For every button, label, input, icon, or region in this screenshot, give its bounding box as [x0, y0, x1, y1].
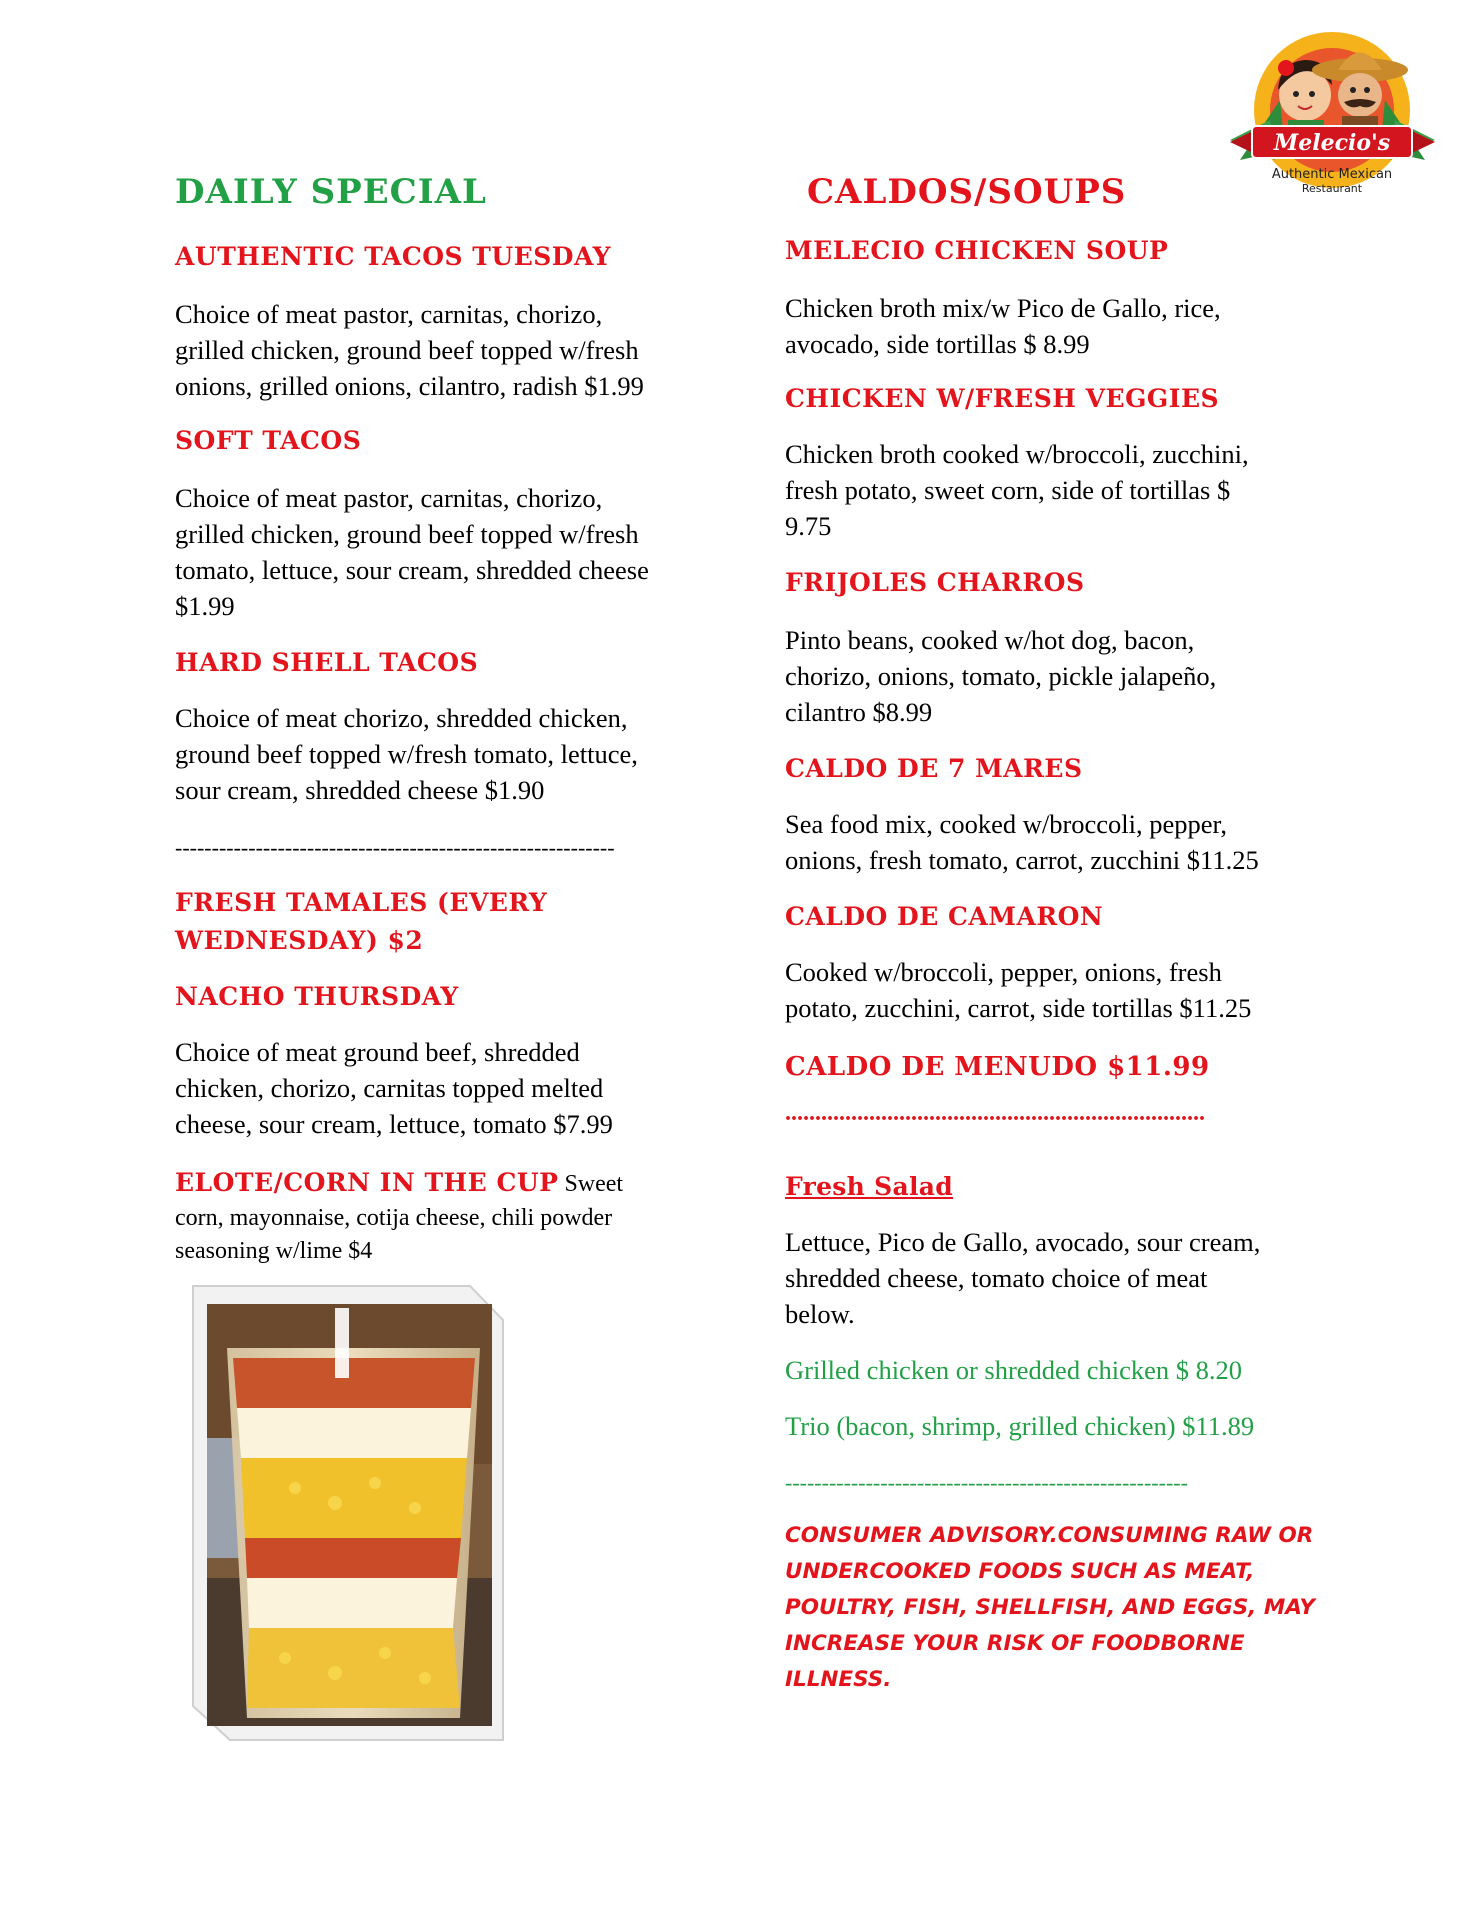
item-description [175, 480, 649, 624]
item-description [175, 700, 638, 808]
elote-item [175, 1164, 695, 1268]
item-description [785, 290, 1221, 362]
daily-special-title: DAILY SPECIAL [175, 172, 487, 212]
desc-line: 9.75 [785, 511, 832, 541]
desc-line: shredded cheese, tomato choice of meat [785, 1263, 1208, 1293]
heading-line: WEDNESDAY) $2 [175, 926, 424, 955]
desc-line: Choice of meat ground beef, shredded [175, 1037, 580, 1067]
desc-line: Chicken broth mix/w Pico de Gallo, rice, [785, 293, 1221, 323]
desc-line: Sea food mix, cooked w/broccoli, pepper, [785, 809, 1227, 839]
advisory-line: INCREASE YOUR RISK OF FOODBORNE [785, 1631, 1245, 1656]
item-heading: CHICKEN W/FRESH VEGGIES [785, 384, 1220, 413]
desc-line: potato, zucchini, carrot, side tortillas $11.25 [785, 993, 1252, 1023]
desc-line: avocado, side tortillas $ 8.99 [785, 329, 1090, 359]
salad-description [785, 1224, 1260, 1332]
logo-tagline: Authentic Mexican [1271, 167, 1393, 182]
desc-line: cilantro $8.99 [785, 697, 933, 727]
desc-line: seasoning w/lime $4 [175, 1238, 373, 1264]
desc-line: chicken, chorizo, carnitas topped melted [175, 1073, 604, 1103]
desc-line: chorizo, onions, tomato, pickle jalapeño, [785, 661, 1217, 691]
item-heading: ELOTE/CORN IN THE CUP [175, 1168, 559, 1197]
salad-option: Grilled chicken or shredded chicken $ 8.20 [785, 1355, 1242, 1385]
desc-line: onions, grilled onions, cilantro, radish $1.99 [175, 371, 644, 401]
desc-line: fresh potato, sweet corn, side of tortillas $ [785, 475, 1231, 505]
consumer-advisory [785, 1518, 1325, 1698]
logo-subtag: Restaurant [1301, 182, 1363, 195]
item-description [175, 296, 644, 404]
desc-line: sour cream, shredded cheese $1.90 [175, 775, 545, 805]
item-description [785, 622, 1216, 730]
logo-name: Melecio's [1273, 130, 1391, 156]
desc-line: tomato, lettuce, sour cream, shredded cheese [175, 555, 649, 585]
desc-line: grilled chicken, ground beef topped w/fresh [175, 519, 639, 549]
desc-line: Chicken broth cooked w/broccoli, zucchini, [785, 439, 1249, 469]
item-heading: NACHO THURSDAY [175, 982, 459, 1011]
green-separator: ------------------------------------------------------- [785, 1470, 1188, 1495]
advisory-line: ILLNESS. [785, 1667, 892, 1692]
desc-line: ground beef topped w/fresh tomato, lettuce, [175, 739, 638, 769]
tamales-heading [175, 884, 547, 960]
item-heading: AUTHENTIC TACOS TUESDAY [175, 242, 611, 271]
heading-line: FRESH TAMALES (EVERY [175, 888, 548, 917]
dotted-separator: ...................................................................... [785, 1100, 1205, 1126]
desc-line: grilled chicken, ground beef topped w/fresh [175, 335, 639, 365]
item-description [175, 1034, 613, 1142]
item-heading: SOFT TACOS [175, 426, 362, 455]
section-separator: ------------------------------------------------------------ [175, 835, 615, 860]
desc-line: onions, fresh tomato, carrot, zucchini $11.25 [785, 845, 1259, 875]
menudo-heading: CALDO DE MENUDO $11.99 [785, 1052, 1210, 1082]
desc-line: cheese, sour cream, lettuce, tomato $7.99 [175, 1109, 613, 1139]
item-description [785, 806, 1259, 878]
item-description [785, 954, 1251, 1026]
desc-line: Pinto beans, cooked w/hot dog, bacon, [785, 625, 1195, 655]
item-heading: CALDO DE 7 MARES [785, 754, 1083, 783]
advisory-line: CONSUMER ADVISORY.CONSUMING RAW OR [785, 1523, 1314, 1548]
item-heading: CALDO DE CAMARON [785, 902, 1104, 931]
desc-line: Choice of meat pastor, carnitas, chorizo, [175, 299, 603, 329]
desc-line: Choice of meat chorizo, shredded chicken, [175, 703, 628, 733]
restaurant-logo [1210, 30, 1455, 210]
advisory-line: UNDERCOOKED FOODS SUCH AS MEAT, [785, 1559, 1255, 1584]
salad-option: Trio (bacon, shrimp, grilled chicken) $11.89 [785, 1411, 1255, 1441]
item-heading: FRIJOLES CHARROS [785, 568, 1085, 597]
item-heading: HARD SHELL TACOS [175, 648, 479, 677]
advisory-line: POULTRY, FISH, SHELLFISH, AND EGGS, MAY [785, 1595, 1315, 1620]
desc-line: Cooked w/broccoli, pepper, onions, fresh [785, 957, 1222, 987]
desc-line: Lettuce, Pico de Gallo, avocado, sour cream, [785, 1227, 1261, 1257]
elote-cup-photo [185, 1278, 510, 1748]
item-heading: MELECIO CHICKEN SOUP [785, 236, 1169, 265]
fresh-salad-heading: Fresh Salad [785, 1172, 954, 1201]
desc-line: $1.99 [175, 591, 235, 621]
desc-line: below. [785, 1299, 855, 1329]
desc-line: Sweet [564, 1171, 624, 1197]
desc-line: Choice of meat pastor, carnitas, chorizo, [175, 483, 603, 513]
desc-line: corn, mayonnaise, cotija cheese, chili powder [175, 1205, 613, 1231]
item-description [785, 436, 1249, 544]
caldos-soups-title: CALDOS/SOUPS [807, 172, 1127, 212]
